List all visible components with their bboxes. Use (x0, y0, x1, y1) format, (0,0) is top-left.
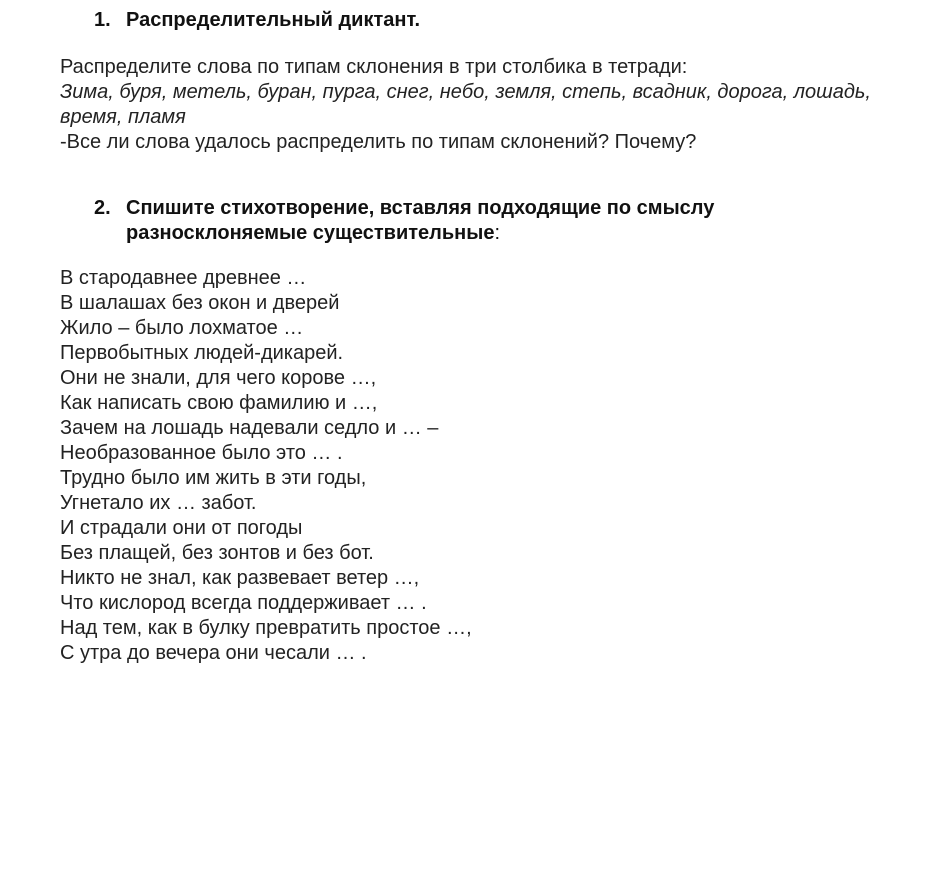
poem-line: Они не знали, для чего корове …, (60, 367, 377, 389)
word-list-line-2: время, пламя (60, 106, 186, 128)
poem-line: Без плащей, без зонтов и без бот. (60, 542, 374, 564)
poem-line: И страдали они от погоды (60, 517, 303, 539)
poem-line: Трудно было им жить в эти годы, (60, 467, 367, 489)
section-2-number: 2. (94, 197, 111, 219)
section-1-title: Распределительный диктант. (126, 9, 421, 31)
poem (60, 266, 472, 666)
poem-line: Необразованное было это … . (60, 442, 343, 464)
section-2-heading (94, 196, 714, 246)
poem-line: В стародавнее древнее … (60, 267, 307, 289)
poem-line: Первобытных людей-дикарей. (60, 342, 344, 364)
instruction-text: Распределите слова по типам склонения в три столбика в тетради: (60, 56, 688, 78)
question-text: -Все ли слова удалось распределить по типам склонений? Почему? (60, 131, 697, 153)
section-2-title-colon: : (494, 222, 501, 244)
poem-line: Как написать свою фамилию и …, (60, 392, 378, 414)
poem-line: Что кислород всегда поддерживает … . (60, 592, 427, 614)
section-1-heading (94, 8, 420, 33)
poem-line: Зачем на лошадь надевали седло и … – (60, 417, 439, 439)
section-1-number: 1. (94, 9, 111, 31)
poem-line: Угнетало их … забот. (60, 492, 257, 514)
section-2-title (126, 196, 714, 246)
poem-line: В шалашах без окон и дверей (60, 292, 340, 314)
section-1-body (60, 55, 871, 155)
poem-line: Жило – было лохматое … (60, 317, 304, 339)
section-2-title-line-1: Спишите стихотворение, вставляя подходящие по смыслу (126, 197, 715, 219)
poem-line: С утра до вечера они чесали … . (60, 642, 367, 664)
poem-line: Над тем, как в булку превратить простое …, (60, 617, 472, 639)
poem-line: Никто не знал, как развевает ветер …, (60, 567, 420, 589)
word-list-line-1: Зима, буря, метель, буран, пурга, снег, небо, земля, степь, всадник, дорога, лошадь, (60, 81, 871, 103)
section-2-title-line-2 (126, 221, 714, 246)
section-2-title-bold: разносклоняемые существительные (126, 222, 495, 244)
